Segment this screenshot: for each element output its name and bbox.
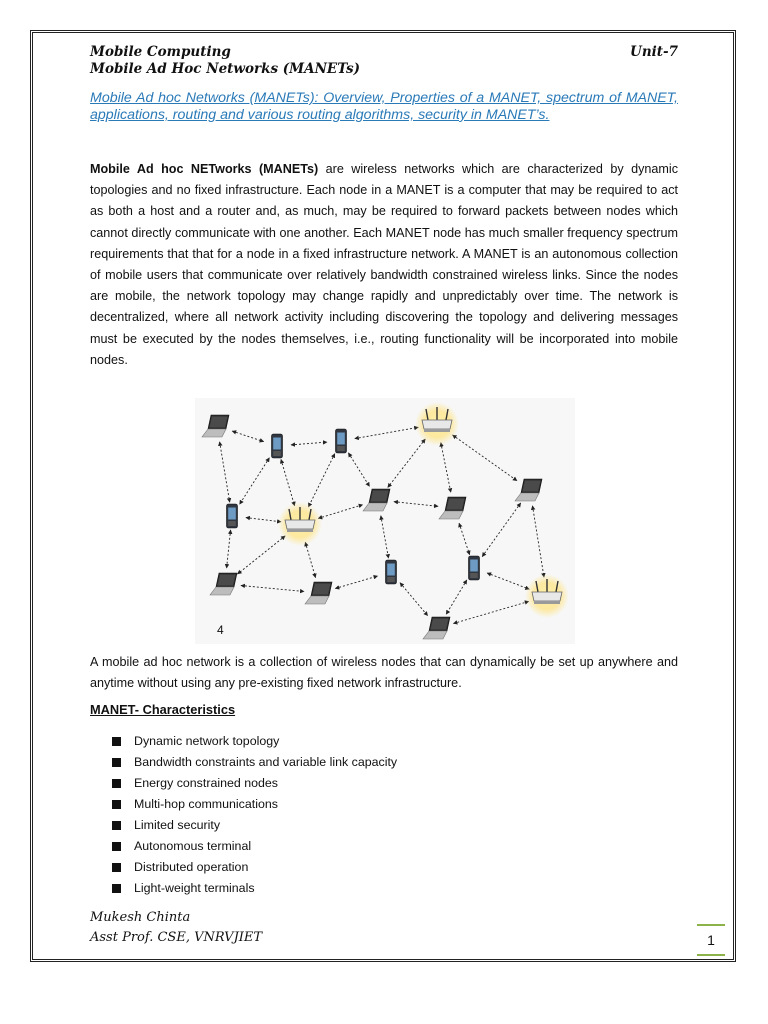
- characteristics-title: MANET- Characteristics: [90, 702, 236, 717]
- author-position: Asst Prof. CSE, VNRVJIET: [90, 930, 263, 945]
- list-item: Energy constrained nodes: [112, 773, 397, 794]
- list-item: Dynamic network topology: [112, 731, 397, 752]
- phone-icon: [227, 504, 238, 528]
- footer-author-block: [90, 908, 262, 948]
- intro-text: are wireless networks which are characterized by dynamic topologies and no fixed infrastructure. Each node in a MANET is a computer that may be required to act as both a host and a router and, as much, may be required to forward packets between nodes which cannot directly communicate with one another. Each MANET node has much smaller frequency spectrum requirements that that for a node in a fixed infrastructure network. A MANET is an autonomous collection of mobile users that communicate over relatively bandwidth constrained wireless links. Since the nodes are mobile, the network topology may change rapidly and unpredictably over time. The network is decentralized, where all network activity including discovering the topology and delivering messages must be executed by the nodes themselves, i.e., routing functionality will be incorporated into mobile nodes.: [90, 162, 678, 367]
- unit-label: Unit-7: [630, 44, 678, 60]
- list-item: Light-weight terminals: [112, 878, 397, 899]
- intro-paragraph: [90, 159, 678, 371]
- topics-link[interactable]: Mobile Ad hoc Networks (MANETs): Overview, Properties of a MANET, spectrum of MANET, applications, routing and various routing algorithms, security in MANET’s.: [90, 90, 678, 123]
- list-item: Bandwidth constraints and variable link capacity: [112, 752, 397, 773]
- bullet-square-icon: [112, 737, 121, 746]
- page-number: 1: [697, 924, 725, 956]
- intro-lead: Mobile Ad hoc NETworks (MANETs): [90, 162, 319, 176]
- unit-subtitle: Mobile Ad Hoc Networks (MANETs): [90, 61, 361, 77]
- router-icon: [525, 574, 569, 618]
- header-left: [90, 44, 360, 78]
- bullet-square-icon: [112, 842, 121, 851]
- list-item: Distributed operation: [112, 857, 397, 878]
- router-icon: [278, 502, 322, 546]
- characteristics-list: [112, 731, 397, 899]
- course-title: Mobile Computing: [90, 44, 231, 60]
- list-item: Multi-hop communications: [112, 794, 397, 815]
- author-name: Mukesh Chinta: [90, 910, 191, 925]
- bullet-square-icon: [112, 884, 121, 893]
- phone-icon: [336, 429, 347, 453]
- figure-caption: 4: [217, 623, 224, 637]
- bullet-square-icon: [112, 800, 121, 809]
- bullet-square-icon: [112, 779, 121, 788]
- manet-diagram: [195, 398, 575, 644]
- list-item: Limited security: [112, 815, 397, 836]
- phone-icon: [469, 556, 480, 580]
- phone-icon: [386, 560, 397, 584]
- manet-diagram-svg: [195, 398, 575, 644]
- phone-icon: [272, 434, 283, 458]
- bullet-square-icon: [112, 863, 121, 872]
- bullet-square-icon: [112, 758, 121, 767]
- diagram-background: [195, 398, 575, 644]
- list-item: Autonomous terminal: [112, 836, 397, 857]
- bullet-square-icon: [112, 821, 121, 830]
- definition-paragraph: A mobile ad hoc network is a collection of wireless nodes that can dynamically be set up anywhere and anytime without using any pre-existing fixed network infrastructure.: [90, 655, 678, 691]
- router-icon: [415, 402, 459, 446]
